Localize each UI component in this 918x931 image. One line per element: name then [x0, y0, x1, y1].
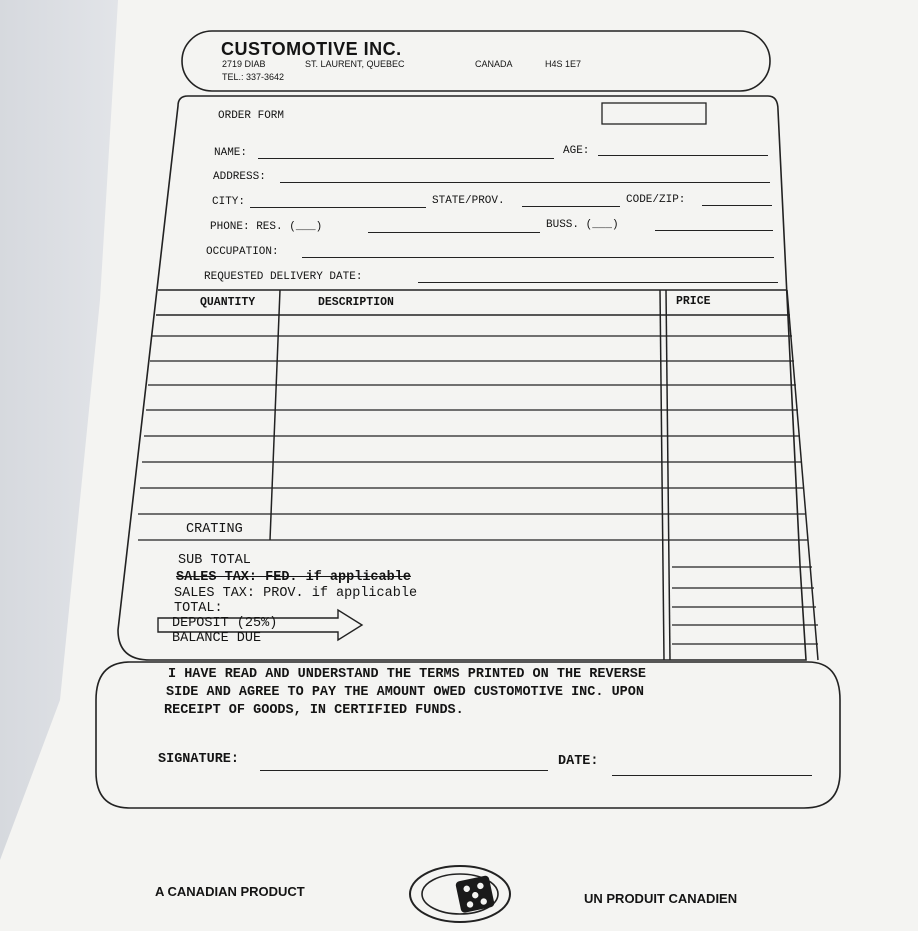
- name-label: NAME:: [214, 147, 248, 159]
- phone-buss-label: BUSS. (___): [546, 219, 619, 231]
- code-field[interactable]: [702, 205, 772, 206]
- city-field[interactable]: [250, 207, 426, 208]
- date-label: DATE:: [558, 754, 599, 769]
- company-tel: TEL.: 337-3642: [222, 72, 285, 82]
- terms-line-3: RECEIPT OF GOODS, IN CERTIFIED FUNDS.: [164, 703, 464, 718]
- state-field[interactable]: [522, 206, 620, 207]
- delivery-date-label: REQUESTED DELIVERY DATE:: [204, 271, 363, 283]
- terms-line-1: I HAVE READ AND UNDERSTAND THE TERMS PRINTED ON THE REVERSE: [168, 667, 646, 682]
- company-name: CUSTOMOTIVE INC.: [221, 39, 402, 59]
- footer-produit-canadien: UN PRODUIT CANADIEN: [584, 891, 738, 906]
- footer-canadian-product: A CANADIAN PRODUCT: [155, 884, 305, 899]
- age-label: AGE:: [563, 145, 590, 157]
- signature-label: SIGNATURE:: [158, 752, 240, 767]
- balance-due-label: BALANCE DUE: [172, 631, 262, 646]
- signature-field[interactable]: [260, 770, 548, 771]
- total-label: TOTAL:: [174, 601, 223, 616]
- city-label: CITY:: [212, 196, 246, 208]
- occupation-label: OCCUPATION:: [206, 246, 279, 258]
- company-city: ST. LAURENT, QUEBEC: [305, 59, 405, 69]
- sales-tax-fed-label: SALES TAX: FED. if applicable: [176, 570, 411, 585]
- age-field[interactable]: [598, 155, 768, 156]
- phone-buss-field[interactable]: [655, 230, 773, 231]
- state-label: STATE/PROV.: [432, 195, 505, 207]
- name-field[interactable]: [258, 158, 554, 159]
- price-header: PRICE: [676, 295, 711, 308]
- address-field[interactable]: [280, 182, 770, 183]
- delivery-date-field[interactable]: [418, 282, 778, 283]
- phone-res-label: PHONE: RES. (___): [210, 221, 323, 233]
- terms-line-2: SIDE AND AGREE TO PAY THE AMOUNT OWED CUSTOMOTIVE INC. UPON: [166, 685, 644, 700]
- deposit-label: DEPOSIT (25%): [172, 616, 278, 631]
- address-label: ADDRESS:: [213, 171, 266, 183]
- company-country: CANADA: [475, 59, 513, 69]
- dice-logo-icon: [404, 862, 522, 926]
- sales-tax-prov-label: SALES TAX: PROV. if applicable: [174, 586, 418, 601]
- description-header: DESCRIPTION: [318, 296, 394, 309]
- subtotal-label: SUB TOTAL: [178, 553, 251, 568]
- code-label: CODE/ZIP:: [626, 194, 686, 206]
- date-field[interactable]: [612, 775, 812, 776]
- form-title: ORDER FORM: [218, 110, 285, 122]
- company-street: 2719 DIAB: [222, 59, 266, 69]
- occupation-field[interactable]: [302, 257, 774, 258]
- company-postal: H4S 1E7: [545, 59, 582, 69]
- phone-res-field[interactable]: [368, 232, 540, 233]
- crating-label: CRATING: [186, 522, 243, 537]
- quantity-header: QUANTITY: [200, 296, 256, 309]
